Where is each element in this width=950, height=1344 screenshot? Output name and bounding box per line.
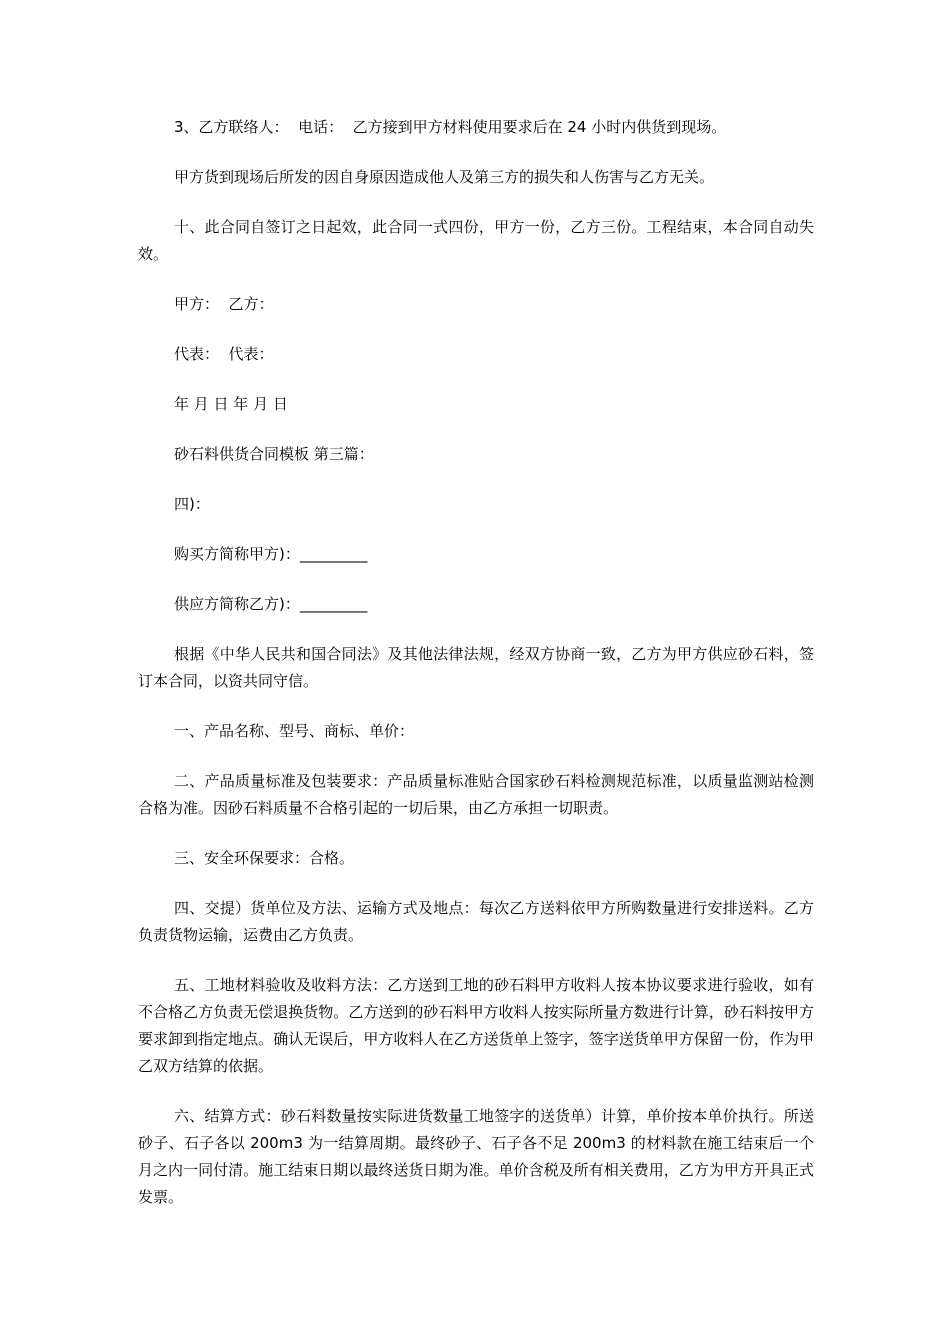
clause-product-name: 一、产品名称、型号、商标、单价： [174,722,415,740]
buyer-line: 购买方简称甲方)：_________ [174,545,368,563]
clause-quality-standard: 二、产品质量标准及包装要求：产品质量标准贴合国家砂石料检测规范标准，以质量监测站检测合格为准。因砂石料质量不合格引起的一切后果，由乙方承担一切职责。 [138,772,814,817]
contact-clause: 3、乙方联络人： 电话： 乙方接到甲方材料使用要求后在 24 小时内供货到现场。 [174,118,727,136]
section-number: 四)： [174,495,210,513]
representatives-signature-line: 代表： 代表： [174,345,274,363]
validity-clause: 十、此合同自签订之日起效，此合同一式四份，甲方一份，乙方三份。工程结束，本合同自动失效。 [138,218,814,263]
supplier-line: 供应方简称乙方)：_________ [174,595,368,613]
liability-clause: 甲方货到现场后所发的因自身原因造成他人及第三方的损失和人伤害与乙方无关。 [174,168,715,186]
clause-safety-environment: 三、安全环保要求：合格。 [174,849,355,867]
clause-settlement: 六、结算方式：砂石料数量按实际进货数量工地签字的送货单）计算，单价按本单价执行。所送砂子、石子各以 200m3 为一结算周期。最终砂子、石子各不足 200m3 的材料款在施工结束后一个月之内一同付清。施工结束日期以最终送货日期为准。单价含税及所有相关费用，乙方为甲方开具正式发票。 [138,1107,814,1206]
clause-acceptance: 五、工地材料验收及收料方法：乙方送到工地的砂石料甲方收料人按本协议要求进行验收，如有不合格乙方负责无偿退换货物。乙方送到的砂石料甲方收料人按实际所量方数进行计算，砂石料按甲方要求卸到指定地点。确认无误后，甲方收料人在乙方送货单上签字，签字送货单甲方保留一份，作为甲乙双方结算的依据。 [138,976,814,1075]
preamble-paragraph: 根据《中华人民共和国合同法》及其他法律法规，经双方协商一致，乙方为甲方供应砂石料，签订本合同，以资共同守信。 [138,645,814,690]
date-line: 年 月 日 年 月 日 [174,395,288,413]
parties-signature-line: 甲方： 乙方： [174,295,274,313]
section-title: 砂石料供货合同模板 第三篇： [174,445,374,463]
document-page [138,114,814,1234]
clause-delivery: 四、交提）货单位及方法、运输方式及地点：每次乙方送料依甲方所购数量进行安排送料。乙方负责货物运输，运费由乙方负责。 [138,899,814,944]
